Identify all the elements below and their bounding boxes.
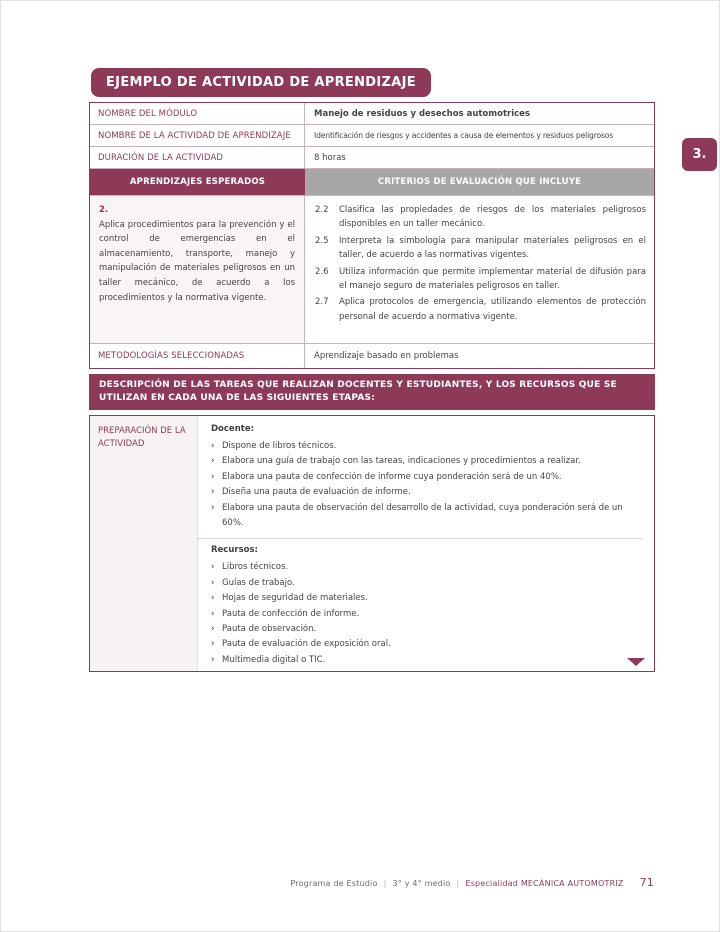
list-item [211,653,642,668]
list-item [211,560,642,575]
list-item [211,607,642,622]
criterios-cell [305,196,654,343]
page-footer [1,876,654,889]
list-item-text: Elabora una pauta de confección de informe cuya ponderación será de un 40%. [222,471,562,482]
description-banner: DESCRIPCIÓN DE LAS TAREAS QUE REALIZAN DOCENTES Y ESTUDIANTES, Y LOS RECURSOS QUE SE UTILIZAN EN CADA UNA DE LAS SIGUIENTES ETAPAS: [89,374,655,410]
list-item [211,591,642,606]
row-label-modulo: NOMBRE DEL MÓDULO [90,103,305,124]
criterio-text: Aplica protocolos de emergencia, utilizando elementos de protección personal de acuerdo a normativa vigente. [339,297,646,322]
row-label-actividad: NOMBRE DE LA ACTIVIDAD DE APRENDIZAJE [90,125,305,146]
more-content-arrow-icon [627,658,645,666]
preparation-label: PREPARACIÓN DE LA ACTIVIDAD [90,416,198,671]
section-divider [198,538,642,539]
column-headers-row [90,169,654,196]
bullet-icon: › [211,624,215,635]
bullet-icon: › [211,502,215,513]
list-item-text: Guías de trabajo. [222,577,295,588]
recursos-title: Recursos: [211,545,258,556]
bullet-icon: › [211,639,215,650]
list-item-text: Pauta de observación. [222,624,317,635]
header-aprendizajes: APRENDIZAJES ESPERADOS [90,169,305,195]
recursos-list [211,560,642,668]
row-value-duracion: 8 horas [314,152,346,163]
criterio-number: 2.5 [315,235,329,246]
list-item-text: Diseña una pauta de evaluación de informe. [222,487,411,498]
list-item-text: Libros técnicos. [222,562,289,573]
footer-separator: | [456,879,460,888]
footer-separator: | [383,879,387,888]
criterio-item [315,265,646,294]
criterio-number: 2.7 [315,297,329,308]
list-item-text: Elabora una guía de trabajo con las tareas, indicaciones y procedimientos a realizar. [222,456,581,467]
criterio-item [315,295,646,324]
list-item [211,637,642,652]
aprendizaje-text: Aplica procedimientos para la prevención y el control de emergencias en el almacenamiento, transporte, manejo y manipulación de materiales peligrosos en un taller mecánico, de acuerdo a los procedimientos y la normativa vigente. [99,219,295,303]
list-item [211,454,642,469]
criterio-item [315,203,646,232]
docente-list [211,439,642,531]
list-item-text: Pauta de evaluación de exposición oral. [222,639,391,650]
criterio-text: Clasifica las propiedades de riesgos de los materiales peligrosos disponibles en un taller mecánico. [339,205,646,230]
content-row [90,196,654,344]
bullet-icon: › [211,654,215,665]
row-label-metodologias: METODOLOGÍAS SELECCIONADAS [90,344,305,368]
list-item [211,501,642,532]
table-row [90,103,654,125]
bullet-icon: › [211,608,215,619]
chapter-tab: 3. [682,138,717,171]
criterio-number: 2.6 [315,266,329,277]
table-row [90,147,654,169]
list-item [211,470,642,485]
footer-specialty: Especialidad MECÁNICA AUTOMOTRIZ [465,879,624,888]
row-label-duracion: DURACIÓN DE LA ACTIVIDAD [90,147,305,168]
page-number: 71 [639,876,654,889]
bullet-icon: › [211,577,215,588]
aprendizaje-number: 2. [99,205,109,215]
list-item [211,622,642,637]
list-item [211,576,642,591]
criterio-number: 2.2 [315,205,329,215]
row-value-metodologias: Aprendizaje basado en problemas [314,351,459,361]
row-value-actividad: Identificación de riesgos y accidentes a causa de elementos y residuos peligrosos [314,131,614,140]
activity-info-table [89,102,655,369]
preparation-table [89,415,655,672]
aprendizaje-esperado-cell [90,196,305,343]
footer-program: Programa de Estudio [290,879,378,888]
list-item-text: Pauta de confección de informe. [222,608,360,619]
list-item-text: Dispone de libros técnicos. [222,441,337,451]
criterio-text: Utiliza información que permite implementar material de difusión para el manejo seguro de materiales peligrosos en taller. [339,266,646,292]
table-row [90,344,654,368]
bullet-icon: › [211,471,215,482]
bullet-icon: › [211,562,215,573]
bullet-icon: › [211,487,215,498]
preparation-content [198,416,654,671]
bullet-icon: › [211,456,215,467]
criterio-item [315,234,646,263]
criterio-text: Interpreta la simbología para manipular materiales peligrosos en el taller, de acuerdo a las normativas vigentes. [339,235,646,261]
list-item [211,439,642,454]
row-value-modulo: Manejo de residuos y desechos automotrices [314,108,530,119]
bullet-icon: › [211,441,215,451]
list-item-text: Hojas de seguridad de materiales. [222,593,368,604]
table-row [90,125,654,147]
list-item-text: Multimedia digital o TIC. [222,654,326,665]
list-item-text: Elabora una pauta de observación del desarrollo de la actividad, cuya ponderación será de un 60%. [222,502,623,529]
page-title: EJEMPLO DE ACTIVIDAD DE APRENDIZAJE [91,68,431,97]
header-criterios: CRITERIOS DE EVALUACIÓN QUE INCLUYE [305,169,654,195]
footer-grade: 3° y 4° medio [392,879,451,888]
docente-title: Docente: [211,424,254,434]
list-item [211,485,642,500]
bullet-icon: › [211,593,215,604]
